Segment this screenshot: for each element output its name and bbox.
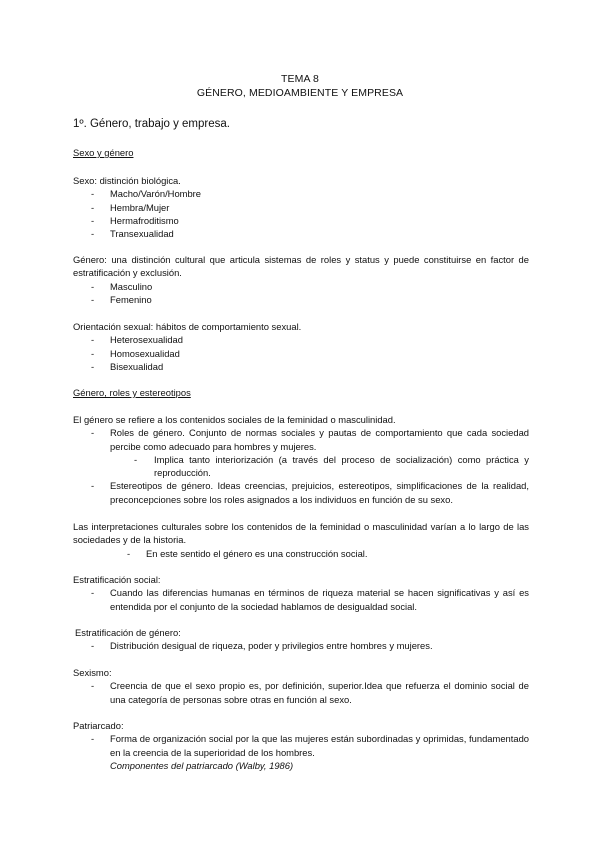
list-item: - Macho/Varón/Hombre bbox=[91, 188, 202, 200]
list-item: - Cuando las diferencias humanas en términos de riqueza material se hacen significativas y así es entendida por el conjunto de la sociedad hablamos de desigualdad social. bbox=[91, 587, 529, 612]
orientacion-block bbox=[73, 320, 529, 373]
patriarcado-block bbox=[73, 719, 529, 772]
roles-block bbox=[73, 413, 529, 506]
sexismo-label: Sexismo: bbox=[73, 667, 112, 678]
list-item: - Estereotipos de género. Ideas creencias, prejuicios, estereotipos, simplificaciones de la realidad, preconcepciones sobre los roles asignados a los individuos en función de su sexo. bbox=[91, 480, 529, 505]
list-item: - Forma de organización social por la que las mujeres están subordinadas y oprimidas, fundamentado en la creencia de la superioridad de los hombres. bbox=[91, 733, 529, 758]
list-item: - Transexualidad bbox=[91, 228, 174, 240]
list-item: - Heterosexualidad bbox=[91, 334, 183, 346]
sub-list-item: - Implica tanto interiorización (a través del proceso de socialización) como práctica y reproducción. bbox=[134, 453, 529, 479]
list-item: - Hembra/Mujer bbox=[91, 201, 170, 213]
list-item: - Homosexualidad bbox=[91, 347, 180, 359]
interpretaciones-block bbox=[73, 520, 529, 560]
section-heading: 1º. Género, trabajo y empresa. bbox=[73, 118, 230, 130]
estratificacion-block bbox=[73, 573, 529, 613]
list-item: - Roles de género. Conjunto de normas sociales y pautas de comportamiento que cada sociedad percibe como adecuado para hombres y mujeres. bbox=[91, 427, 529, 452]
subheading-sexo-genero: Sexo y género bbox=[73, 147, 134, 158]
genero-text: Género: una distinción cultural que articula sistemas de roles y status y puede constituirse en factor de estratificación y exclusión. bbox=[73, 254, 529, 279]
list-item: - En este sentido el género es una construcción social. bbox=[127, 547, 368, 559]
list-item: - Femenino bbox=[91, 293, 152, 305]
orientacion-label: Orientación sexual: hábitos de comportamiento sexual. bbox=[73, 321, 302, 332]
estratificacion-genero-label: Estratificación de género: bbox=[75, 627, 181, 638]
sexo-label: Sexo: distinción biológica. bbox=[73, 175, 181, 186]
estratificacion-genero-block bbox=[73, 626, 529, 653]
list-item: - Bisexualidad bbox=[91, 360, 164, 372]
list-item: - Distribución desigual de riqueza, poder y privilegios entre hombres y mujeres. bbox=[91, 640, 433, 652]
patriarcado-components: Componentes del patriarcado (Walby, 1986) bbox=[110, 759, 294, 771]
interpretaciones-text: Las interpretaciones culturales sobre los contenidos de la feminidad o masculinidad varían a lo largo de las sociedades y de la historia. bbox=[73, 521, 529, 546]
sexo-block bbox=[73, 174, 529, 240]
list-item: - Hermafroditismo bbox=[91, 214, 179, 226]
list-item: - Creencia de que el sexo propio es, por definición, superior.Idea que refuerza el dominio social de una categoría de personas sobre otras en función al sexo. bbox=[91, 680, 529, 705]
list-item: - Masculino bbox=[91, 280, 153, 292]
estratificacion-label: Estratificación social: bbox=[73, 574, 161, 585]
document-title: GÉNERO, MEDIOAMBIENTE Y EMPRESA bbox=[196, 87, 404, 99]
subheading-roles: Género, roles y estereotipos bbox=[73, 387, 191, 398]
sexismo-block bbox=[73, 666, 529, 706]
roles-intro: El género se refiere a los contenidos sociales de la feminidad o masculinidad. bbox=[73, 414, 396, 425]
genero-block bbox=[73, 253, 529, 306]
topic-number: TEMA 8 bbox=[281, 73, 319, 85]
patriarcado-label: Patriarcado: bbox=[73, 720, 124, 731]
